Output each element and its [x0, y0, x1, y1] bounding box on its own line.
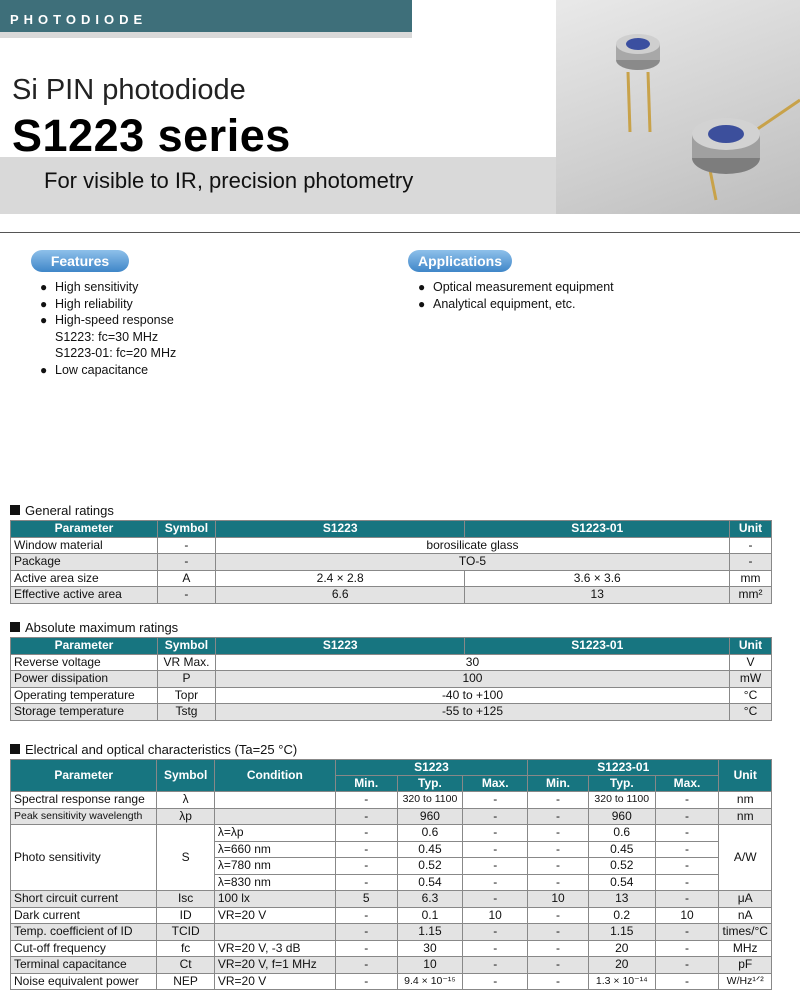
table-row [11, 891, 772, 908]
cell: Tstg [157, 704, 215, 721]
cell: 0.45 [588, 841, 655, 858]
column-header: S1223-01 [465, 638, 730, 655]
cell: Peak sensitivity wavelength [11, 808, 157, 825]
table-row [11, 808, 772, 825]
list-item: ● Low capacitance [40, 362, 176, 379]
cell: - [335, 841, 397, 858]
cell: λ=660 nm [214, 841, 335, 858]
cell: λ=830 nm [214, 874, 335, 891]
cell: λ=λp [214, 825, 335, 842]
column-header: Parameter [11, 760, 157, 792]
cell: μA [719, 891, 772, 908]
cell: nm [719, 808, 772, 825]
cell: 320 to 1100 [397, 792, 463, 809]
cell: - [528, 924, 589, 941]
cell: - [335, 874, 397, 891]
cell: 1.3 × 10⁻¹⁴ [588, 973, 655, 990]
cell: λ=780 nm [214, 858, 335, 875]
cell: 20 [588, 940, 655, 957]
absolute-heading [10, 620, 178, 635]
column-header: S1223 [215, 521, 465, 538]
square-icon [10, 622, 20, 632]
column-header: S1223 [335, 760, 527, 776]
column-header: S1223-01 [528, 760, 719, 776]
cell: A [157, 570, 215, 587]
cell: - [463, 858, 528, 875]
cell: 0.54 [588, 874, 655, 891]
absolute-ratings-table [10, 637, 772, 721]
cell: -40 to +100 [215, 687, 729, 704]
table-row [11, 704, 772, 721]
square-icon [10, 744, 20, 754]
cell: 3.6 × 3.6 [465, 570, 730, 587]
cell: 0.52 [397, 858, 463, 875]
list-item: ● High reliability [40, 296, 176, 313]
cell: - [335, 957, 397, 974]
cell: °C [730, 704, 772, 721]
cell: MHz [719, 940, 772, 957]
cell: - [528, 957, 589, 974]
cell [214, 808, 335, 825]
cell: 10 [397, 957, 463, 974]
column-header: Unit [729, 521, 771, 538]
cell: - [655, 940, 719, 957]
cell: Cut-off frequency [11, 940, 157, 957]
electrical-characteristics-table [10, 759, 772, 990]
table-row [11, 537, 772, 554]
table-row [11, 825, 772, 842]
cell: - [729, 537, 771, 554]
cell: S [157, 825, 214, 891]
cell: - [528, 973, 589, 990]
cell: 0.6 [588, 825, 655, 842]
cell [214, 792, 335, 809]
cell: Power dissipation [11, 671, 158, 688]
cell: - [528, 808, 589, 825]
cell: Noise equivalent power [11, 973, 157, 990]
cell: pF [719, 957, 772, 974]
cell: Temp. coefficient of ID [11, 924, 157, 941]
cell: Short circuit current [11, 891, 157, 908]
column-header: S1223 [215, 638, 465, 655]
cell: - [729, 554, 771, 571]
cell: - [335, 924, 397, 941]
cell: times/°C [719, 924, 772, 941]
cell: A/W [719, 825, 772, 891]
column-header: Symbol [157, 521, 215, 538]
cell: 6.3 [397, 891, 463, 908]
table-row [11, 587, 772, 604]
cell: VR Max. [157, 654, 215, 671]
cell: 10 [655, 907, 719, 924]
features-list [40, 279, 176, 378]
cell [214, 924, 335, 941]
cell: nA [719, 907, 772, 924]
cell: - [335, 907, 397, 924]
cell: Storage temperature [11, 704, 158, 721]
cell: 6.6 [215, 587, 465, 604]
table-row [11, 924, 772, 941]
cell: - [335, 792, 397, 809]
cell: - [335, 973, 397, 990]
cell: - [463, 808, 528, 825]
section-title: Absolute maximum ratings [25, 620, 179, 635]
cell: - [528, 841, 589, 858]
electrical-heading [10, 742, 297, 757]
table-row [11, 570, 772, 587]
cell: - [463, 940, 528, 957]
cell: °C [730, 687, 772, 704]
cell: mm [729, 570, 771, 587]
cell: 100 lx [214, 891, 335, 908]
cell: Isc [157, 891, 214, 908]
column-header: S1223-01 [465, 521, 730, 538]
cell: 0.54 [397, 874, 463, 891]
cell: - [157, 537, 215, 554]
list-subitem: S1223: fc=30 MHz [55, 329, 159, 344]
list-item: ● Optical measurement equipment [418, 279, 614, 296]
cell: 1.15 [397, 924, 463, 941]
cell: TO-5 [215, 554, 729, 571]
cell: nm [719, 792, 772, 809]
cell: - [157, 587, 215, 604]
list-item: ● High-speed response [40, 312, 176, 329]
cell: Window material [11, 537, 158, 554]
general-ratings-table [10, 520, 772, 604]
column-header: Min. [335, 776, 397, 792]
cell: - [528, 874, 589, 891]
cell: - [528, 792, 589, 809]
cell: 20 [588, 957, 655, 974]
cell: - [335, 940, 397, 957]
cell: Package [11, 554, 158, 571]
cell: - [655, 973, 719, 990]
cell: 0.45 [397, 841, 463, 858]
cell: 320 to 1100 [588, 792, 655, 809]
cell: borosilicate glass [215, 537, 729, 554]
cell: 30 [215, 654, 729, 671]
table-row [11, 957, 772, 974]
cell: Terminal capacitance [11, 957, 157, 974]
cell: - [655, 874, 719, 891]
cell: - [463, 891, 528, 908]
cell: 30 [397, 940, 463, 957]
cell: 0.6 [397, 825, 463, 842]
photodiode-image [556, 0, 800, 214]
table-row [11, 671, 772, 688]
cell: - [528, 825, 589, 842]
cell: TCID [157, 924, 214, 941]
cell: Effective active area [11, 587, 158, 604]
table-row [11, 907, 772, 924]
tagline: For visible to IR, precision photometry [44, 168, 414, 193]
divider [0, 232, 800, 233]
cell: 0.2 [588, 907, 655, 924]
cell: - [463, 792, 528, 809]
cell: VR=20 V, f=1 MHz [214, 957, 335, 974]
column-header: Parameter [11, 521, 158, 538]
table-row [11, 687, 772, 704]
table-row [11, 973, 772, 990]
cell: NEP [157, 973, 214, 990]
column-header: Min. [528, 776, 589, 792]
cell: - [655, 792, 719, 809]
table-row [11, 792, 772, 809]
cell: VR=20 V, -3 dB [214, 940, 335, 957]
cell: - [463, 973, 528, 990]
section-title: General ratings [25, 503, 114, 518]
column-header: Symbol [157, 638, 215, 655]
cell: - [335, 858, 397, 875]
cell: - [463, 874, 528, 891]
applications-badge: Applications [408, 250, 512, 272]
subtitle: Si PIN photodiode [12, 74, 246, 106]
cell: fc [157, 940, 214, 957]
cell: - [655, 841, 719, 858]
list-item: ● Analytical equipment, etc. [418, 296, 614, 313]
category-label: PHOTODIODE [10, 12, 148, 27]
product-photo [556, 0, 800, 214]
column-header: Max. [463, 776, 528, 792]
cell: mW [730, 671, 772, 688]
cell: 5 [335, 891, 397, 908]
cell: 1.15 [588, 924, 655, 941]
table-row [11, 940, 772, 957]
cell: - [655, 957, 719, 974]
cell: λ [157, 792, 214, 809]
cell: - [528, 858, 589, 875]
column-header: Unit [719, 760, 772, 792]
table-row [11, 554, 772, 571]
cell: - [463, 841, 528, 858]
column-header: Parameter [11, 638, 158, 655]
column-header: Max. [655, 776, 719, 792]
cell: 0.52 [588, 858, 655, 875]
cell: 13 [465, 587, 730, 604]
cell: ID [157, 907, 214, 924]
cell: Photo sensitivity [11, 825, 157, 891]
cell: 960 [588, 808, 655, 825]
table-row [11, 654, 772, 671]
cell: P [157, 671, 215, 688]
column-header: Typ. [588, 776, 655, 792]
cell: - [655, 891, 719, 908]
cell: - [655, 808, 719, 825]
cell: - [463, 957, 528, 974]
cell: VR=20 V [214, 907, 335, 924]
list-subitem: S1223-01: fc=20 MHz [55, 346, 177, 360]
square-icon [10, 505, 20, 515]
column-header: Unit [730, 638, 772, 655]
cell: - [463, 825, 528, 842]
cell: Operating temperature [11, 687, 158, 704]
cell: - [655, 858, 719, 875]
applications-list [418, 279, 614, 312]
features-badge: Features [31, 250, 129, 272]
cell: - [528, 940, 589, 957]
page-title: S1223 series [12, 110, 291, 161]
cell: Spectral response range [11, 792, 157, 809]
cell: V [730, 654, 772, 671]
cell: Dark current [11, 907, 157, 924]
cell: - [655, 924, 719, 941]
cell: 9.4 × 10⁻¹⁵ [397, 973, 463, 990]
column-header: Symbol [157, 760, 214, 792]
cell: - [335, 825, 397, 842]
column-header: Typ. [397, 776, 463, 792]
list-item: ● High sensitivity [40, 279, 176, 296]
cell: W/Hz¹ᐟ² [719, 973, 772, 990]
cell: VR=20 V [214, 973, 335, 990]
column-header: Condition [214, 760, 335, 792]
cell: 960 [397, 808, 463, 825]
cell: Reverse voltage [11, 654, 158, 671]
cell: 13 [588, 891, 655, 908]
cell: 10 [528, 891, 589, 908]
cell: 2.4 × 2.8 [215, 570, 465, 587]
cell: Topr [157, 687, 215, 704]
cell: Ct [157, 957, 214, 974]
cell: λp [157, 808, 214, 825]
cell: - [463, 924, 528, 941]
cell: Active area size [11, 570, 158, 587]
cell: - [655, 825, 719, 842]
cell: - [335, 808, 397, 825]
cell: - [157, 554, 215, 571]
cell: 0.1 [397, 907, 463, 924]
cell: - [528, 907, 589, 924]
section-title: Electrical and optical characteristics (Ta=25 °C) [25, 742, 298, 757]
cell: -55 to +125 [215, 704, 729, 721]
cell: 100 [215, 671, 729, 688]
cell: 10 [463, 907, 528, 924]
category-bar [0, 0, 412, 38]
general-heading [10, 503, 114, 518]
cell: mm² [729, 587, 771, 604]
